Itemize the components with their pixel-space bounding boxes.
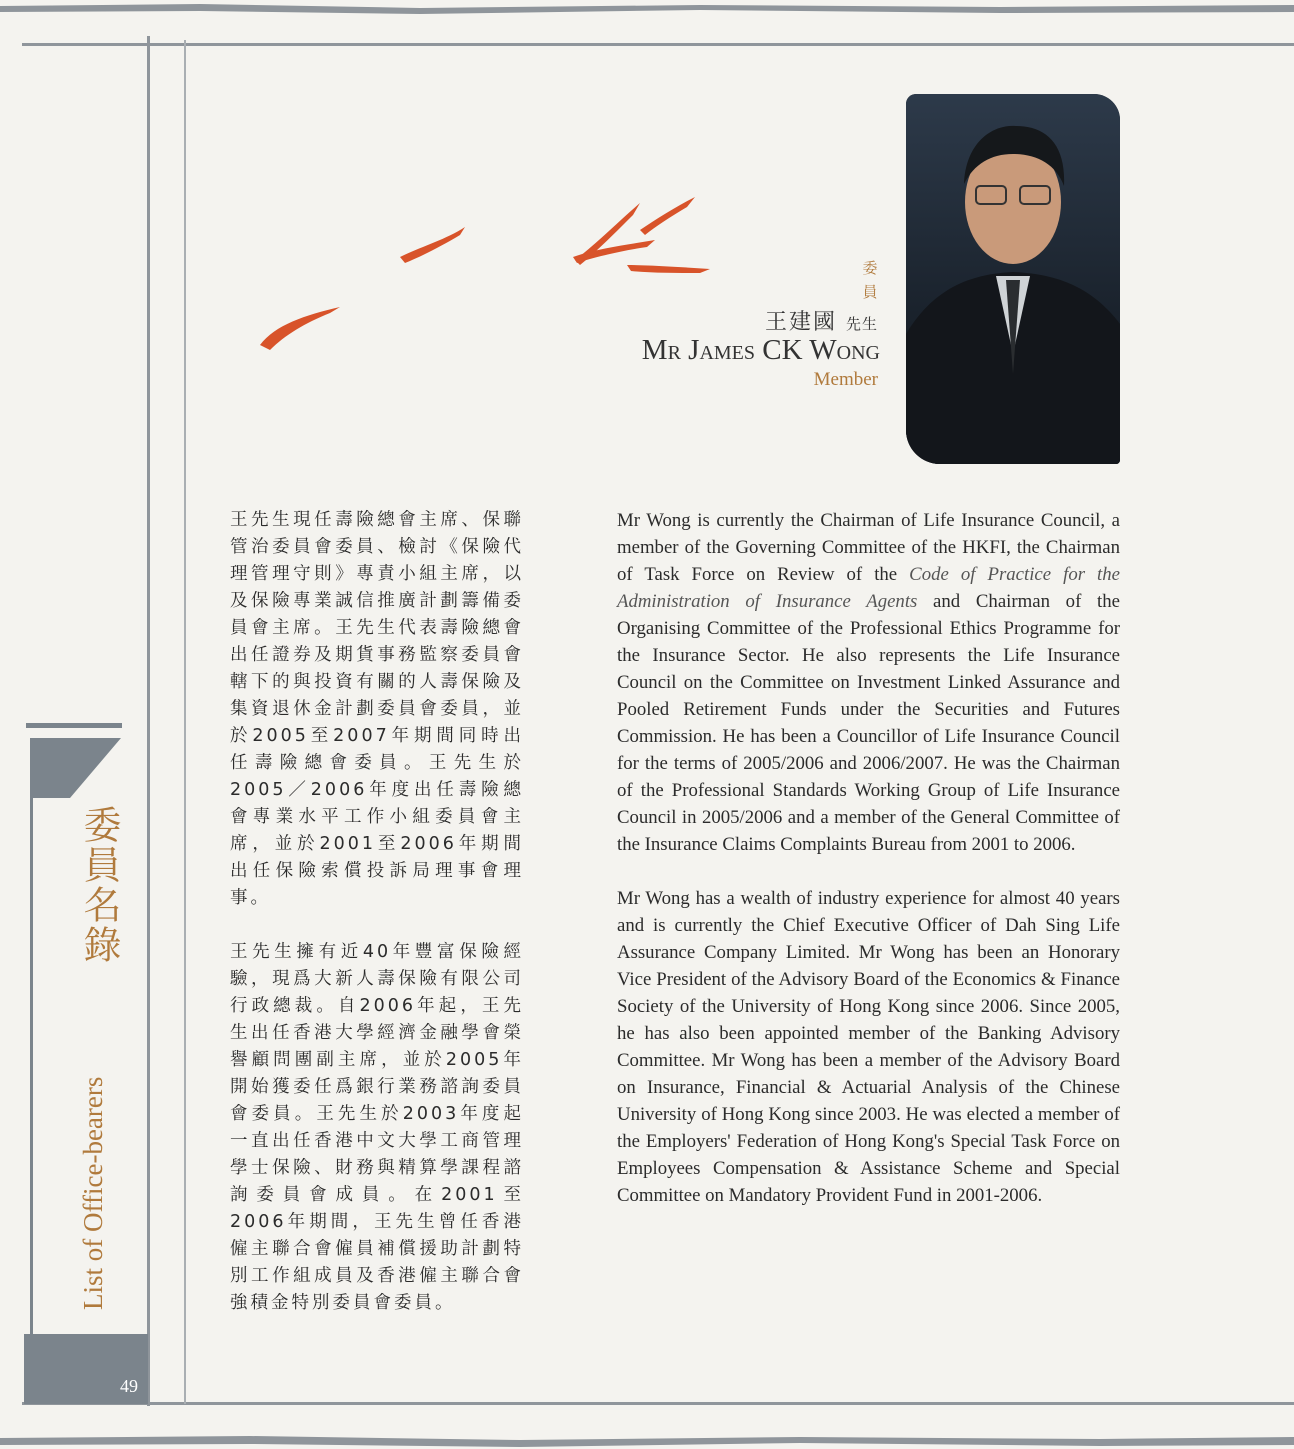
biography-zh-paragraph-1: 王先生現任壽險總會主席、保聯管治委員會委員、檢討《保險代理管理守則》專責小組主席，以及保險專業誠信推廣計劃籌備委員會主席。王先生代表壽險總會出任證券及期貨事務監察委員會轄下的與投資有關的人壽保險及集資退休金計劃委員會委員，並於2005至2007年期間同時出任壽險總會委員。王先生於2005／2006年度出任壽險總會專業水平工作小組委員會主席，並於2001至2006年期間出任保險索償投訴局理事會理事。 bbox=[230, 510, 524, 908]
brush-border-top bbox=[0, 0, 1294, 16]
left-margin-line bbox=[147, 36, 150, 1406]
role-label-en: Member bbox=[813, 369, 878, 390]
role-label-zh: 委員 bbox=[862, 259, 878, 301]
name-en: Mr James CK Wong bbox=[641, 334, 880, 366]
koi-fish-icon bbox=[400, 227, 465, 263]
biography-zh-paragraph-2: 王先生擁有近40年豐富保險經驗，現爲大新人壽保險有限公司行政總裁。自2006年起，王先生出任香港大學經濟金融學會榮譽顧問團副主席，並於2005年開始獲委任爲銀行業務諮詢委員會委員。王先生於2003年度起一直出任香港中文大學工商管理學士保險、財務與精算學課程諮詢委員會成員。在2001至2006年期間，王先生曾任香港僱主聯合會僱員補償援助計劃特別工作組成員及香港僱主聯合會強積金特別委員會委員。 bbox=[230, 942, 524, 1313]
honorific-zh: 先生 bbox=[845, 315, 878, 333]
section-tab-stripe bbox=[26, 723, 122, 728]
koi-fish-icon bbox=[260, 307, 340, 350]
koi-fish-icon bbox=[627, 265, 710, 273]
biography-en-paragraph-1 bbox=[617, 507, 1120, 858]
portrait-illustration bbox=[906, 94, 1120, 464]
tab-notch bbox=[30, 738, 121, 798]
section-title-en: List of Office-bearers bbox=[78, 1076, 108, 1310]
brush-border-bottom bbox=[0, 1430, 1294, 1449]
koi-fish-illustration bbox=[255, 185, 715, 355]
portrait-photo bbox=[906, 94, 1120, 464]
section-title-zh: 委員名錄 bbox=[77, 805, 121, 965]
biography-en-paragraph-2: Mr Wong has a wealth of industry experience for almost 40 years and is currently the Chief Executive Officer of Dah Sing Life Assurance Company Limited. Mr Wong has been an Honorary Vice President of the Advisory Board of the Economics & Finance Society of the University of Hong Kong since 2006. Since 2005, he has also been appointed member of the Banking Advisory Committee. Mr Wong has been a member of the Advisory Board on Insurance, Financial & Actuarial Analysis of the Chinese University of Hong Kong since 2003. He was elected a member of the Employers' Federation of Hong Kong's Special Task Force on Employees Compensation & Assistance Scheme and Special Committee on Mandatory Provident Fund in 2001-2006. bbox=[617, 888, 1120, 1206]
name-zh bbox=[700, 305, 878, 336]
biography-en bbox=[617, 507, 1120, 1236]
code-of-practice-title: Code of Practice for the Administration of Insurance Agents bbox=[617, 564, 1120, 612]
bottom-rule bbox=[22, 1402, 1294, 1405]
section-tab-header bbox=[30, 738, 121, 798]
page-number: 49 bbox=[120, 1376, 138, 1396]
name-zh-text: 王建國 bbox=[764, 310, 837, 335]
koi-fish-icon bbox=[640, 197, 695, 235]
top-rule bbox=[22, 43, 1294, 46]
biography-zh bbox=[230, 507, 524, 1344]
biography-en-text: and Chairman of the Organising Committee of the Professional Ethics Programme for the Insurance Sector. He also represents the Life Insurance Council on the Committee on Investment Linked Assurance and Pooled Retirement Funds under the Securities and Futures Commission. He has been a Councillor of Life Insurance Council for the terms of 2005/2006 and 2006/2007. He was the Chairman of the Professional Standards Working Group of Life Insurance Council in 2005/2006 and a member of the General Committee of the Insurance Claims Complaints Bureau from 2001 to 2006. bbox=[617, 591, 1120, 855]
koi-fish-icon bbox=[573, 240, 655, 263]
biography-en-text: Mr Wong is currently the Chairman of Life Insurance Council, a member of the Governing Committee of the HKFI, the Chairman of Task Force on Review of the bbox=[617, 510, 1120, 585]
left-margin-line-inner bbox=[184, 40, 186, 1404]
